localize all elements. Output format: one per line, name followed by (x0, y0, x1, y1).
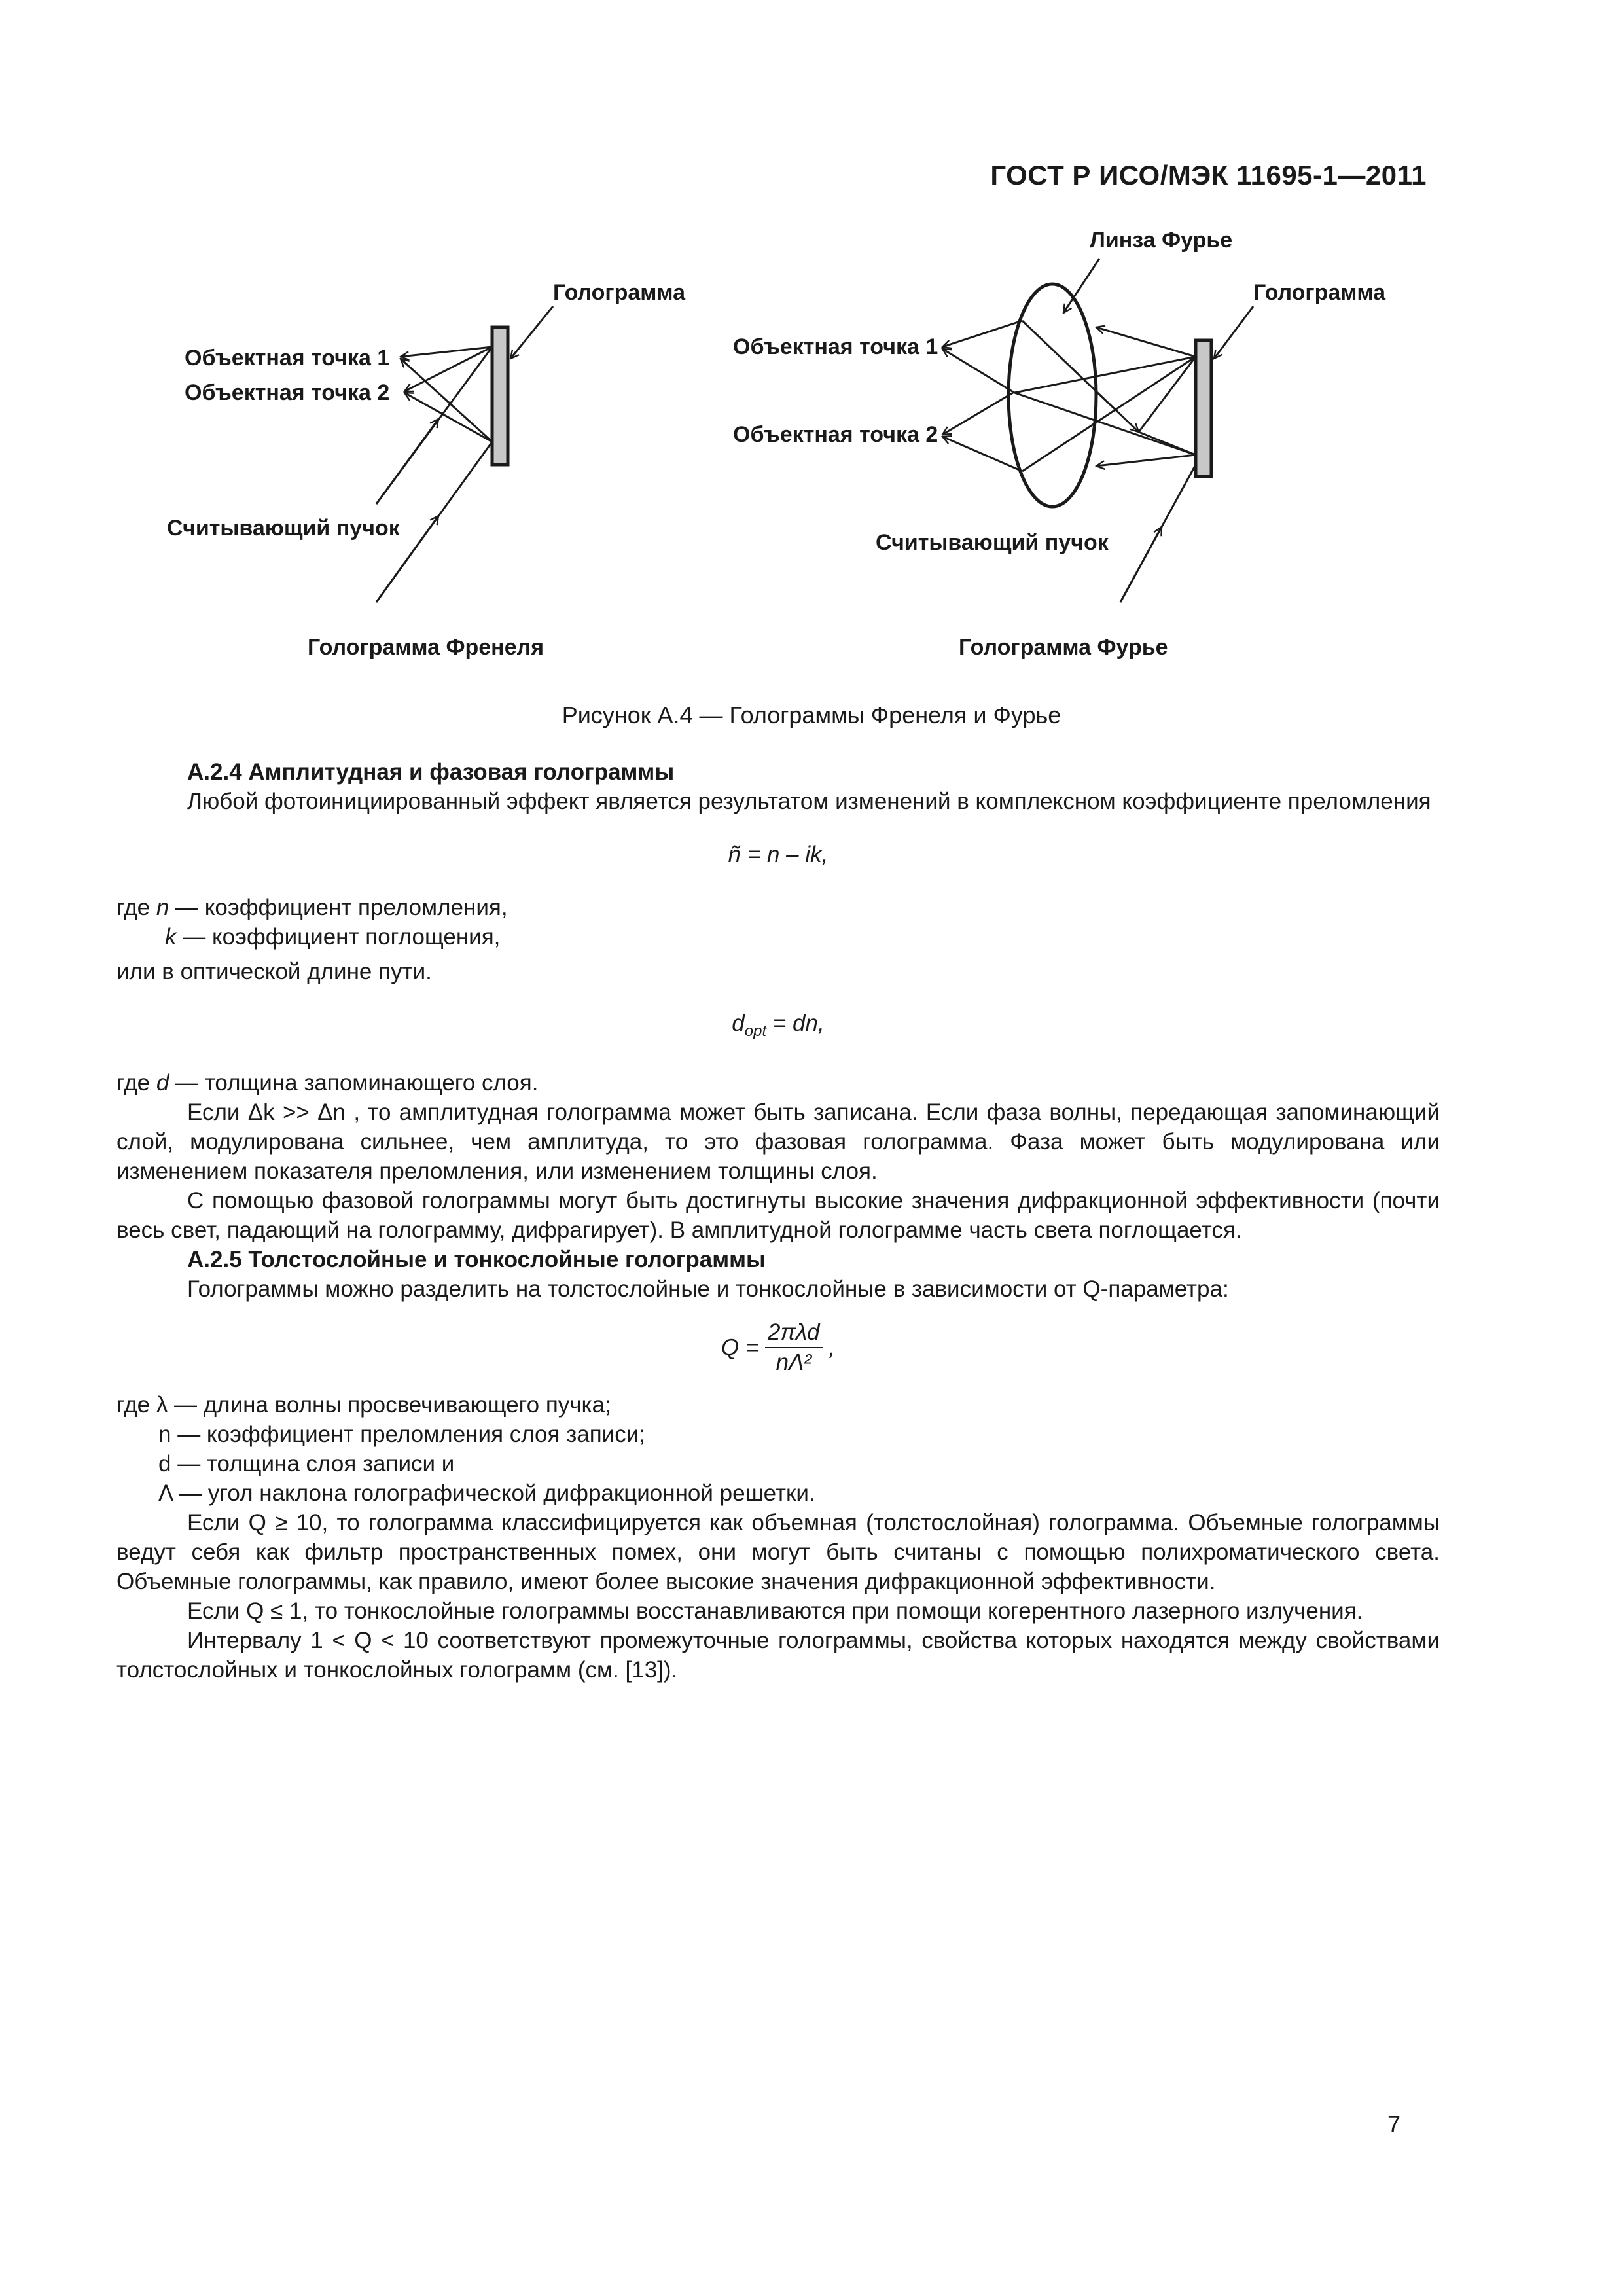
where-k-text: — коэффициент поглощения, (176, 924, 501, 950)
fourier-ray-p1-top (942, 321, 1022, 347)
where-n-line (116, 893, 1440, 922)
fourier-ray-h6 (1139, 357, 1196, 432)
where-n-text: — коэффициент преломления, (169, 895, 508, 920)
subscript-opt: opt (744, 1022, 767, 1040)
fourier-lens-label: Линза Фурье (1090, 228, 1233, 253)
fourier-point2-label: Объектная точка 2 (733, 422, 938, 447)
where-n-q-line: n — коэффициент преломления слоя записи; (158, 1422, 645, 1447)
formula-q (116, 1318, 1440, 1377)
q-tail: , (829, 1335, 836, 1361)
section-a25-para2: Если Q ≤ 1, то тонкослойные голограммы восстанавливаются при помощи когерентного лазерного излучения. (187, 1598, 1363, 1624)
where-d-line (116, 1068, 1440, 1098)
fourier-ray-h3 (1014, 393, 1196, 455)
section-a24-para1: Если Δk >> Δn , то амплитудная голограмма может быть записана. Если фаза волны, передающая запоминающий слой, модулирована сильнее, чем амплитуда, то это фазовая голограмма. Фаза может быть модулирована или изменением показателя преломления, или изменением толщины слоя. (116, 1100, 1440, 1184)
var-k: k (165, 924, 177, 950)
fourier-diagram (733, 228, 1386, 660)
fresnel-diagram (167, 280, 686, 660)
formula-complex-index: ñ = n – ik, (728, 842, 829, 867)
figure-caption: Рисунок А.4 — Голограммы Френеля и Фурье (562, 702, 1061, 728)
where-d-q-line: d — толщина слоя записи и (158, 1451, 455, 1477)
where-q-prefix: где (116, 1392, 156, 1418)
fourier-ray-p2-bottom (942, 437, 1022, 471)
fourier-ray-p2-top (942, 393, 1013, 435)
where-k-line (116, 922, 1440, 952)
fourier-point1-label: Объектная точка 1 (733, 334, 938, 359)
section-a24-para2: С помощью фазовой голограммы могут быть достигнуты высокие значения дифракционной эффективности (почти весь свет, падающий на голограмму, дифрагирует). В амплитудной голограмме часть света поглощается. (116, 1188, 1440, 1243)
fresnel-ray-2b (404, 393, 492, 442)
document-header: ГОСТ Р ИСО/МЭК 11695-1—2011 (990, 160, 1427, 190)
hologram-figure (0, 0, 1623, 720)
section-a25-heading: А.2.5 Толстослойные и тонкослойные голограммы (187, 1247, 766, 1272)
fresnel-reading-beam-label: Считывающий пучок (167, 516, 400, 541)
fresnel-hologram-pointer (510, 306, 553, 359)
section-a25-para3: Интервалу 1 < Q < 10 соответствуют промежуточные голограммы, свойства которых находятся между свойствами толстослойных и тонкослойных голограмм (см. [13]). (116, 1628, 1440, 1683)
q-lhs: Q = (721, 1335, 759, 1361)
q-numerator: 2πλd (765, 1318, 823, 1348)
fourier-reading-beam-arrow (1120, 527, 1162, 602)
section-a24-heading: А.2.4 Амплитудная и фазовая голограммы (187, 759, 675, 785)
q-denominator: nΛ² (776, 1350, 812, 1375)
fourier-ray-h1 (1096, 327, 1196, 357)
fourier-lens-pointer (1063, 259, 1099, 313)
or-path-line: или в оптической длине пути. (116, 959, 432, 984)
where-lambda-line (116, 1390, 1440, 1420)
where-Lambda-line: Λ — угол наклона голографической дифракционной решетки. (158, 1480, 815, 1506)
fourier-subtitle: Голограмма Фурье (959, 635, 1168, 660)
fourier-ray-h5 (1096, 455, 1196, 466)
fresnel-hologram-plate (492, 327, 508, 465)
fresnel-subtitle: Голограмма Френеля (308, 635, 544, 660)
fourier-hologram-pointer (1214, 306, 1253, 359)
fourier-ray-p1-bottom (942, 349, 1014, 393)
fourier-hologram-plate (1196, 340, 1211, 476)
fourier-ray-h4-cont (1139, 432, 1196, 455)
fresnel-point1-label: Объектная точка 1 (185, 346, 390, 370)
formula-optical-path (116, 1009, 1440, 1046)
section-a24-intro: Любой фотоинициированный эффект является результатом изменений в комплексном коэффициенте преломления (187, 789, 1431, 814)
where2-prefix: где (116, 1070, 156, 1096)
fourier-reading-beam-label: Считывающий пучок (876, 530, 1109, 555)
fresnel-reading-beam-1-arrow (376, 419, 438, 504)
where-d-text: — толщина запоминающего слоя. (169, 1070, 539, 1096)
fresnel-ray-1a (401, 347, 492, 357)
fresnel-ray-2a (404, 347, 492, 391)
var-n: n (156, 895, 169, 920)
section-a24 (116, 757, 1440, 1685)
page-number: 7 (1387, 2111, 1401, 2138)
q-fraction (765, 1318, 823, 1377)
section-a25-intro: Голограммы можно разделить на толстослойные и тонкослойные в зависимости от Q-параметра: (187, 1276, 1229, 1302)
fresnel-point2-label: Объектная точка 2 (185, 380, 390, 405)
var-d: d (732, 1011, 745, 1036)
section-a25-para1: Если Q ≥ 10, то голограмма классифицируется как объемная (толстослойная) голограмма. Объемные голограммы ведут себя как фильтр пространственных помех, они могут быть считаны с помощью полихроматического света. Объемные голограммы, как правило, имеют более высокие значения дифракционной эффективности. (116, 1510, 1440, 1594)
var-d2: d (156, 1070, 169, 1096)
formula2-rest: = dn, (766, 1011, 825, 1036)
where-lambda: λ — длина волны просвечивающего пучка; (156, 1392, 611, 1418)
where-prefix: где (116, 895, 156, 920)
fresnel-hologram-label: Голограмма (553, 280, 686, 305)
fourier-hologram-label: Голограмма (1253, 280, 1386, 305)
